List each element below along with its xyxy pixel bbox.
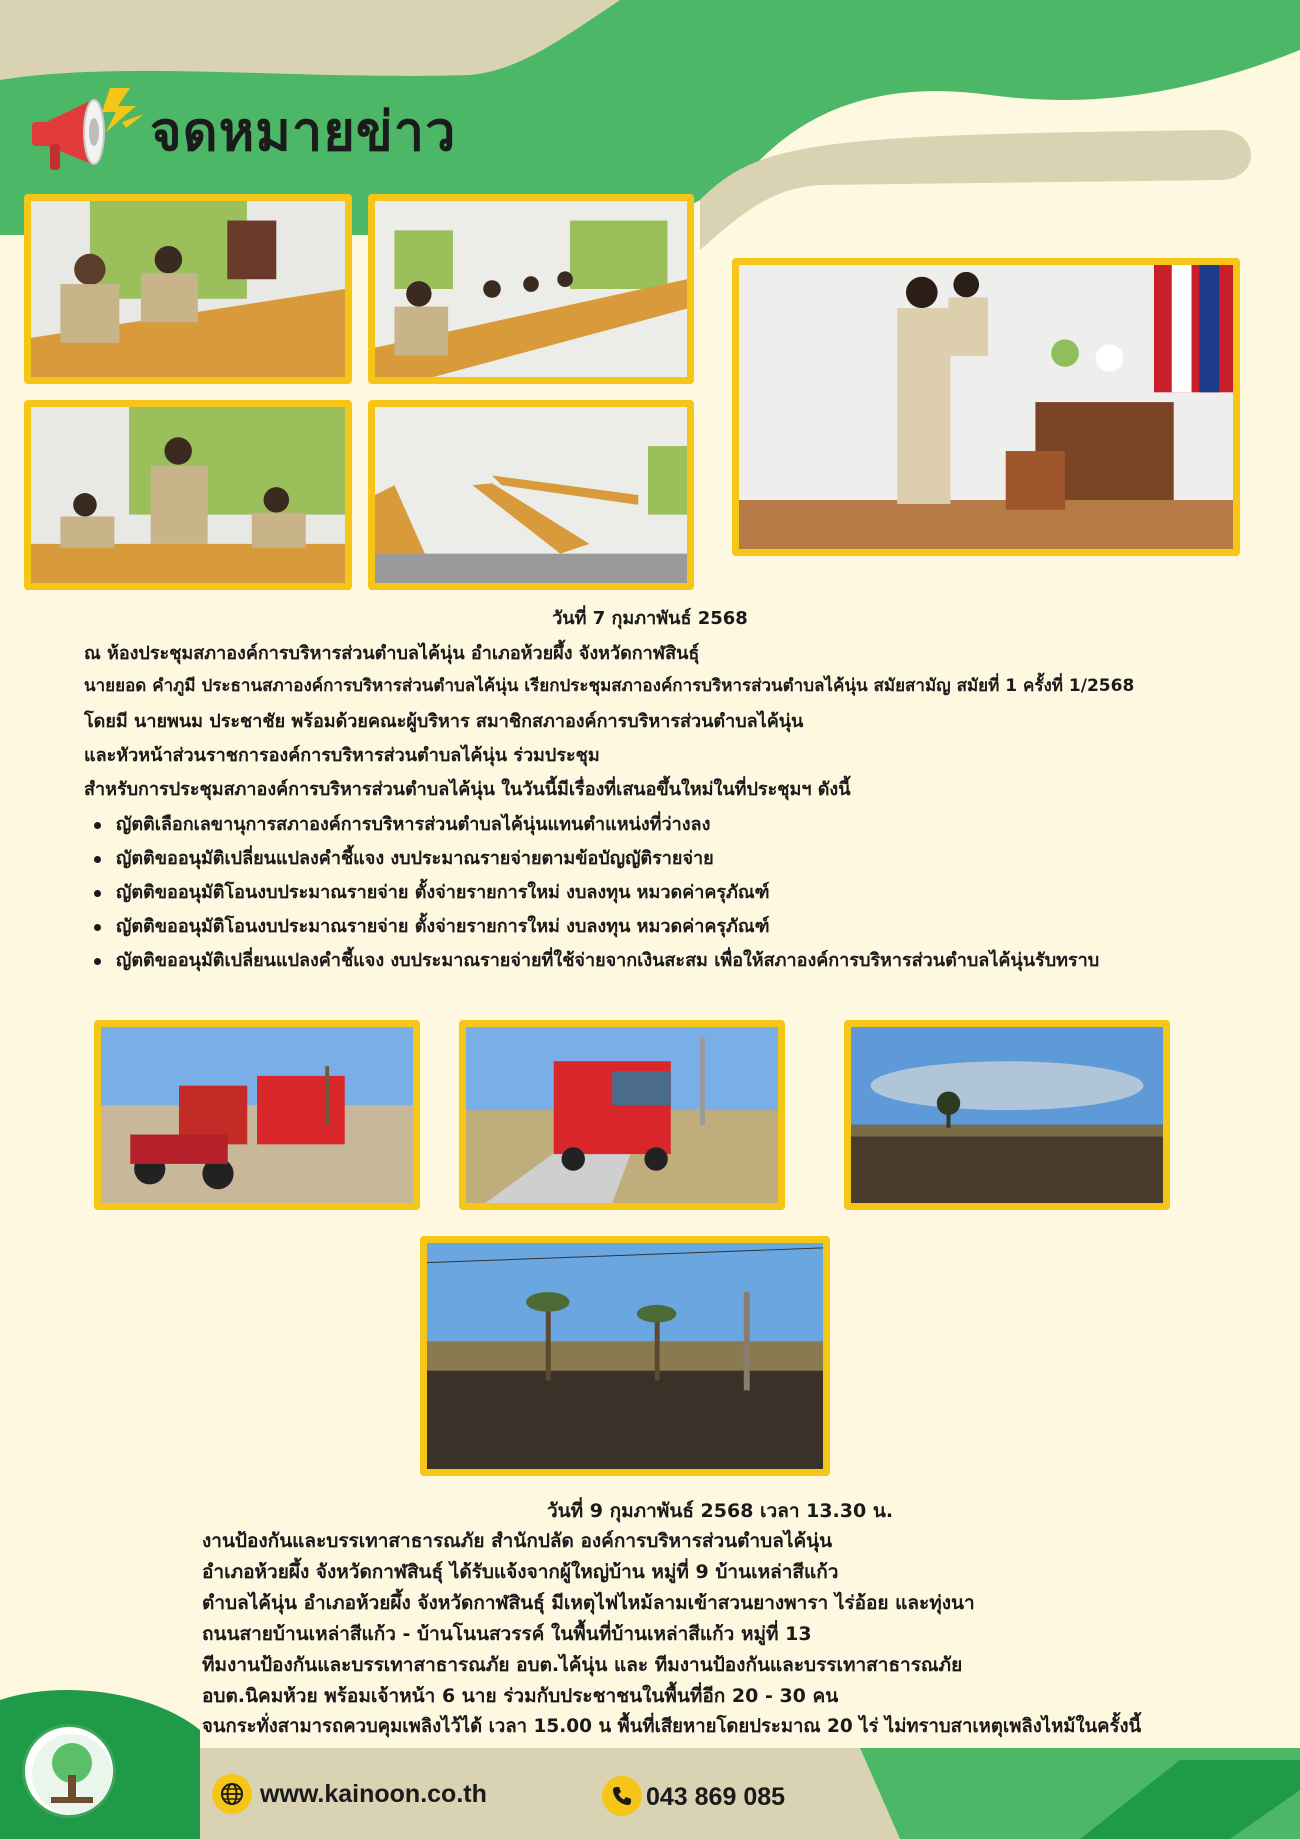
section2-line: อำเภอห้วยผึ้ง จังหวัดกาฬสินธุ์ ได้รับแจ้งจากผู้ใหญ่บ้าน หมู่ที่ 9 บ้านเหล่าสีแก้ว [202,1561,839,1583]
section1-line: โดยมี นายพนม ประชาชัย พร้อมด้วยคณะผู้บริหาร สมาชิกสภาองค์การบริหารส่วนตำบลไค้นุ่น [84,711,804,732]
section1-line: และหัวหน้าส่วนราชการองค์การบริหารส่วนตำบลไค้นุ่น ร่วมประชุม [84,745,600,766]
burned-field-photo [844,1020,1170,1210]
agenda-list [92,808,1099,978]
list-item: ญัตติขออนุมัติโอนงบประมาณรายจ่าย ตั้งจ่ายรายการใหม่ งบลงทุน หมวดค่าครุภัณฑ์ [92,876,1099,910]
list-item: ญัตติขออนุมัติเปลี่ยนแปลงคำชี้แจง งบประมาณรายจ่ายตามข้อบัญญัติรายจ่าย [92,842,1099,876]
burned-plantation-photo [420,1236,830,1476]
fire-truck-photo [459,1020,785,1210]
meeting-photo-2 [368,194,694,384]
organization-logo [22,1724,116,1818]
section1-line: ณ ห้องประชุมสภาองค์การบริหารส่วนตำบลไค้นุ่น อำเภอห้วยผึ้ง จังหวัดกาฬสินธุ์ [84,643,700,664]
phone-number[interactable]: 043 869 085 [646,1783,786,1811]
list-item: ญัตติขออนุมัติเปลี่ยนแปลงคำชี้แจง งบประมาณรายจ่ายที่ใช้จ่ายจากเงินสะสม เพื่อให้สภาองค์การบริหารส่วนตำบลไค้นุ่นรับทราบ [92,944,1099,978]
meeting-photo-1 [24,194,352,384]
list-item: ญัตติเลือกเลขานุการสภาองค์การบริหารส่วนตำบลไค้นุ่นแทนตำแหน่งที่ว่างลง [92,808,1099,842]
megaphone-icon [22,82,152,182]
page-title: จดหมายข่าว [150,100,457,163]
section1-line: นายยอด คำภูมี ประธานสภาองค์การบริหารส่วนตำบลไค้นุ่น เรียกประชุมสภาองค์การบริหารส่วนตำบลไค้นุ่น สมัยสามัญ สมัยที่ 1 ครั้งที่ 1/2568 [84,676,1135,696]
globe-icon [212,1774,252,1814]
section2-line: งานป้องกันและบรรเทาสาธารณภัย สำนักปลัด องค์การบริหารส่วนตำบลไค้นุ่น [202,1530,833,1552]
ceremony-photo [732,258,1240,556]
phone-icon [602,1776,642,1816]
section1-date: วันที่ 7 กุมภาพันธ์ 2568 [552,608,748,629]
meeting-photo-3 [24,400,352,590]
section2-line: ตำบลไค้นุ่น อำเภอห้วยผึ้ง จังหวัดกาฬสินธุ์ มีเหตุไฟไหม้ลามเข้าสวนยางพารา ไร่อ้อย และทุ่งนา [202,1592,975,1614]
website-link[interactable]: www.kainoon.co.th [260,1780,487,1808]
section2-line: อบต.นิคมห้วย พร้อมเจ้าหน้า 6 นาย ร่วมกับประชาชนในพื้นที่อีก 20 - 30 คน [202,1685,839,1707]
section2-line: จนกระทั่งสามารถควบคุมเพลิงไว้ได้ เวลา 15.00 น พื้นที่เสียหายโดยประมาณ 20 ไร่ ไม่ทราบสาเหตุเพลิงไหม้ในครั้งนี้ [202,1716,1142,1737]
list-item: ญัตติขออนุมัติโอนงบประมาณรายจ่าย ตั้งจ่ายรายการใหม่ งบลงทุน หมวดค่าครุภัณฑ์ [92,910,1099,944]
section2-line: ถนนสายบ้านเหล่าสีแก้ว - บ้านโนนสวรรค์ ในพื้นที่บ้านเหล่าสีแก้ว หมู่ที่ 13 [202,1623,812,1645]
section1-line: สำหรับการประชุมสภาองค์การบริหารส่วนตำบลไค้นุ่น ในวันนี้มีเรื่องที่เสนอขึ้นใหม่ในที่ประชุมฯ ดังนี้ [84,779,851,800]
fire-photo-1 [94,1020,420,1210]
meeting-photo-4 [368,400,694,590]
section2-line: ทีมงานป้องกันและบรรเทาสาธารณภัย อบต.ไค้นุ่น และ ทีมงานป้องกันและบรรเทาสาธารณภัย [202,1654,963,1676]
section2-date: วันที่ 9 กุมภาพันธ์ 2568 เวลา 13.30 น. [546,1500,894,1522]
